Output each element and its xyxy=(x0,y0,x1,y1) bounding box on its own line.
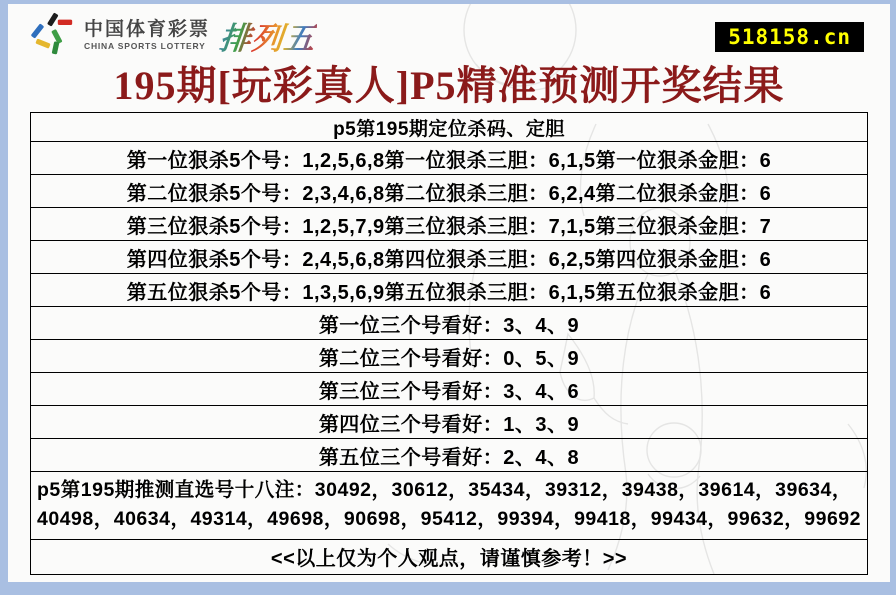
china-sports-lottery-logo xyxy=(30,12,316,58)
table-row-kill5: 第五位狠杀5个号：1,3,5,6,9第五位狠杀三胆：6,1,5第五位狠杀金胆：6 xyxy=(31,273,867,306)
table-row-pick1: 第一位三个号看好：3、4、9 xyxy=(31,306,867,339)
brand-name-en: CHINA SPORTS LOTTERY xyxy=(84,40,206,51)
table-row-kill3: 第三位狠杀5个号：1,2,5,7,9第三位狠杀三胆：7,1,5第三位狠杀金胆：7 xyxy=(31,207,867,240)
sports-lottery-figure-icon xyxy=(30,12,76,58)
prediction-table xyxy=(30,112,868,575)
table-row-direct-picks: p5第195期推测直选号十八注：30492，30612，35434，39312，39438，39614，39634，40498，40634，49314，49698，90698，95412，99394，99418，99434，99632，99692 xyxy=(31,471,867,539)
table-row-pick5: 第五位三个号看好：2、4、8 xyxy=(31,438,867,471)
table-row-pick2: 第二位三个号看好：0、5、9 xyxy=(31,339,867,372)
site-url-badge: 518158.cn xyxy=(715,22,864,52)
logo-text xyxy=(84,20,210,51)
table-row-pick4: 第四位三个号看好：1、3、9 xyxy=(31,405,867,438)
pailie-wu-wordmark: 排列五 xyxy=(218,13,319,58)
brand-name-cn: 中国体育彩票 xyxy=(84,18,211,40)
table-row-kill1: 第一位狠杀5个号：1,2,5,6,8第一位狠杀三胆：6,1,5第一位狠杀金胆：6 xyxy=(31,141,867,174)
table-header-row: p5第195期定位杀码、定胆 xyxy=(333,118,565,140)
table-row-kill4: 第四位狠杀5个号：2,4,5,6,8第四位狠杀三胆：6,2,5第四位狠杀金胆：6 xyxy=(31,240,867,273)
table-row-disclaimer: <<以上仅为个人观点，请谨慎参考！>> xyxy=(31,539,867,574)
table-row-pick3: 第三位三个号看好：3、4、6 xyxy=(31,372,867,405)
table-row-kill2: 第二位狠杀5个号：2,3,4,6,8第二位狠杀三胆：6,2,4第二位狠杀金胆：6 xyxy=(31,174,867,207)
page-title: 195期[玩彩真人]P5精准预测开奖结果 xyxy=(113,63,785,108)
